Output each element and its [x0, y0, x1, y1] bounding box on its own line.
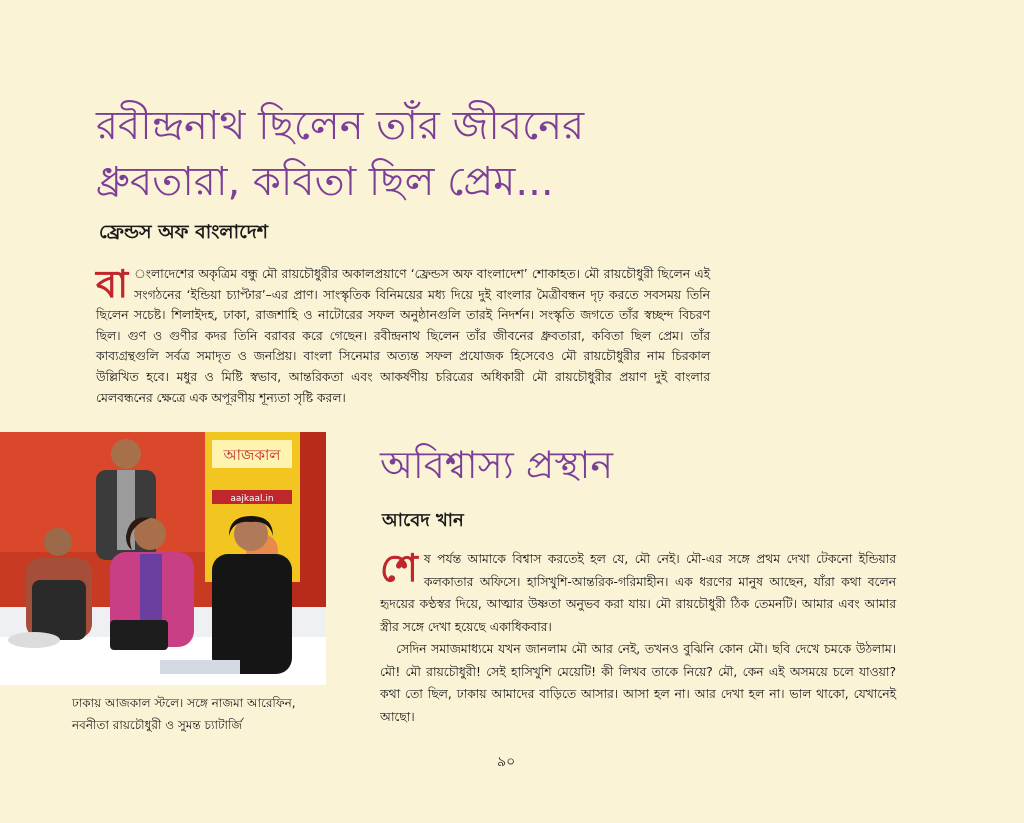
article2-title: অবিশ্বাস্য প্রস্থান [380, 443, 614, 487]
article1-title-line1: রবীন্দ্রনাথ ছিলেন তাঁর জীবনের [96, 103, 585, 149]
article1-title [96, 98, 716, 210]
article1-author: ফ্রেন্ডস অফ বাংলাদেশ [99, 221, 268, 243]
event-photo [0, 432, 326, 685]
page-number: ৯০ [497, 754, 516, 770]
photo-caption-line1: ঢাকায় আজকাল স্টলে। সঙ্গে নাজমা আরেফিন, [72, 696, 296, 710]
photo-caption [72, 692, 342, 736]
event-photo-illustration [0, 432, 326, 685]
article1-body [96, 264, 710, 408]
article1-dropcap: বা [96, 262, 129, 306]
article1-text: ংলাদেশের অকৃত্রিম বন্ধু মৌ রায়চৌধুরীর অকালপ্রয়াণে ‘ফ্রেন্ডস অফ বাংলাদেশ’ শোকাহত। মৌ রায়চৌধুরী ছিলেন এই সংগঠনের ‘ইন্ডিয়া চ্যাপ্টার’–এর প্রাণ। সাংস্কৃতিক বিনিময়ের মধ্য দিয়ে দুই বাংলার মৈত্রীবন্ধন দৃঢ় করতে সবসময় তিনি ছিলেন সচেষ্ট। শিলাইদহ, ঢাকা, রাজশাহি ও নাটোরের সফল অনুষ্ঠানগুলি তারই নিদর্শন। সংস্কৃতি জগতে তাঁর স্বচ্ছন্দ বিচরণ ছিল। গুণ ও গুণীর কদর তিনি বরাবর করে গেছেন। রবীন্দ্রনাথ ছিলেন তাঁর জীবনের ধ্রুবতারা, কবিতা ছিল প্রেম। তাঁর কাব্যগ্রন্থগুলি সর্বত্র সমাদৃত ও জনপ্রিয়। বাংলা সিনেমার অত্যন্ত সফল প্রযোজক হিসেবেও মৌ রায়চৌধুরীর নাম চিরকাল উল্লিখিত হবে। মধুর ও মিষ্টি স্বভাব, আন্তরিকতা এবং আকর্ষণীয় চরিত্রের অধিকারী মৌ রায়চৌধুরীর প্রয়াণ দুই বাংলার মেলবন্ধনের ক্ষেত্রে এক অপূরণীয় শূন্যতা সৃষ্টি করল। [96, 267, 710, 405]
article2-para1-text: ষ পর্যন্ত আমাকে বিশ্বাস করতেই হল যে, মৌ নেই। মৌ-এর সঙ্গে প্রথম দেখা টেকনো ইন্ডিয়ার কলকাতার অফিসে। হাসিখুশি-আন্তরিক-গরিমাহীন। এক ধরণের মানুষ আছেন, যাঁরা কথা বলেন হৃদয়ের কণ্ঠস্বর দিয়ে, আত্মার উষ্ণতা অনুভব করা যায়। মৌ রায়চৌধুরী ঠিক তেমনটি। আমার এবং আমার স্ত্রীর সঙ্গে দেখা হয়েছে একাধিকবার। [380, 552, 896, 634]
article2-paragraph [380, 548, 896, 638]
article2-dropcap: শে [380, 546, 418, 590]
photo-caption-line2: নবনীতা রায়চৌধুরী ও সুমন্ত চ্যাটার্জি [72, 718, 243, 732]
article2-body [380, 548, 896, 728]
article2-author: আবেদ খান [382, 510, 464, 531]
banner-url: aajkaal.in [230, 494, 274, 504]
article1-title-line2: ধ্রুবতারা, কবিতা ছিল প্রেম... [96, 159, 554, 205]
article2-paragraph: সেদিন সমাজমাধ্যমে যখন জানলাম মৌ আর নেই, তখনও বুঝিনি কোন মৌ। ছবি দেখে চমকে উঠলাম। মৌ! মৌ রায়চৌধুরী! সেই হাসিখুশি মেয়েটি! কী লিখব তাকে নিয়ে? মৌ, কেন এই অসময়ে চলে যাওয়া? কথা তো ছিল, ঢাকায় আমাদের বাড়িতে আসার। আসা হল না। আর দেখা হল না। ভাল থাকো, যেখানেই আছো। [380, 642, 896, 724]
banner-text: আজকাল [223, 446, 281, 464]
